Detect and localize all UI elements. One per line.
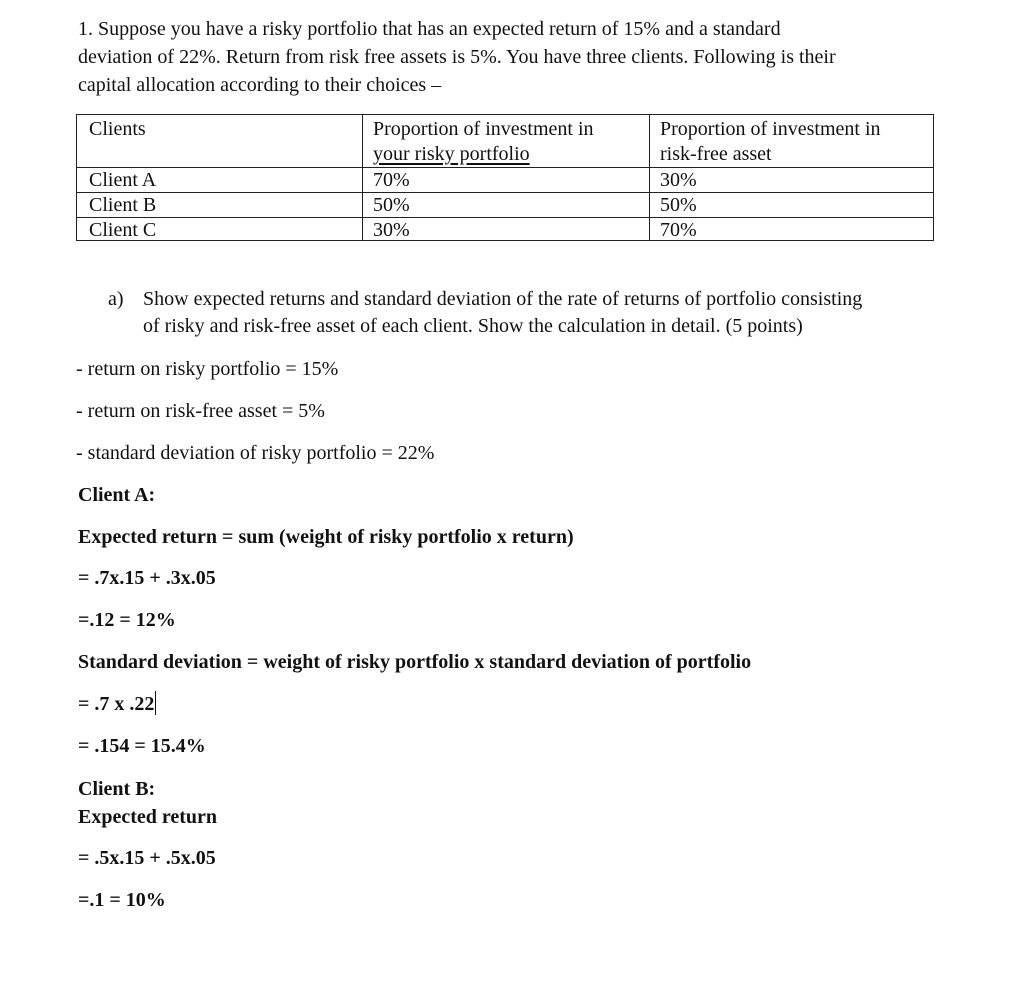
table-column-divider xyxy=(649,115,650,240)
given-riskfree-return: - return on risk-free asset = 5% xyxy=(76,400,325,422)
part-a-line-2: of risky and risk-free asset of each client. Show the calculation in detail. (5 points) xyxy=(143,315,803,337)
question-line-3: capital allocation according to their choices – xyxy=(78,74,442,96)
table-row-divider xyxy=(77,217,933,218)
client-a-er-step-1: = .7x.15 + .3x.05 xyxy=(78,567,216,589)
table-cell-risky: 70% xyxy=(373,169,410,191)
client-a-er-step-2: =.12 = 12% xyxy=(78,609,176,631)
question-line-1: 1. Suppose you have a risky portfolio that has an expected return of 15% and a standard xyxy=(78,18,781,40)
client-a-sd-step-2: = .154 = 15.4% xyxy=(78,735,206,757)
given-risky-stdev: - standard deviation of risky portfolio = 22% xyxy=(76,442,435,464)
table-row-divider xyxy=(77,192,933,193)
table-cell-client: Client A xyxy=(89,169,157,191)
table-cell-riskfree: 70% xyxy=(660,219,697,241)
part-a-label: a) xyxy=(108,288,124,310)
question-line-2: deviation of 22%. Return from risk free assets is 5%. You have three clients. Following is their xyxy=(78,46,836,68)
given-risky-return: - return on risky portfolio = 15% xyxy=(76,358,339,380)
table-header-riskfree-line1: Proportion of investment in xyxy=(660,118,881,140)
table-cell-riskfree: 50% xyxy=(660,194,697,216)
client-b-er-step-2: =.1 = 10% xyxy=(78,889,166,911)
table-header-risky-line1: Proportion of investment in xyxy=(373,118,594,140)
table-cell-risky: 30% xyxy=(373,219,410,241)
table-cell-client: Client B xyxy=(89,194,157,216)
table-header-riskfree-line2: risk-free asset xyxy=(660,143,772,165)
client-a-expected-return-formula: Expected return = sum (weight of risky portfolio x return) xyxy=(78,526,574,548)
client-b-er-step-1: = .5x.15 + .5x.05 xyxy=(78,847,216,869)
client-b-heading: Client B: xyxy=(78,778,156,800)
client-a-sd-step-1: = .7 x .22 xyxy=(78,693,155,715)
part-a-line-1: Show expected returns and standard deviation of the rate of returns of portfolio consisting xyxy=(143,288,863,310)
client-a-heading: Client A: xyxy=(78,484,156,506)
table-header-clients: Clients xyxy=(89,118,146,140)
table-column-divider xyxy=(362,115,363,240)
text-cursor xyxy=(155,691,156,715)
table-row-divider xyxy=(77,167,933,168)
table-header-risky-line2: your risky portfolio xyxy=(373,143,530,165)
table-cell-riskfree: 30% xyxy=(660,169,697,191)
table-cell-risky: 50% xyxy=(373,194,410,216)
client-a-sd-step-1-line xyxy=(78,691,156,717)
table-cell-client: Client C xyxy=(89,219,157,241)
client-a-sd-formula: Standard deviation = weight of risky portfolio x standard deviation of portfolio xyxy=(78,651,752,673)
client-b-expected-return-label: Expected return xyxy=(78,806,218,828)
allocation-table xyxy=(76,114,934,241)
